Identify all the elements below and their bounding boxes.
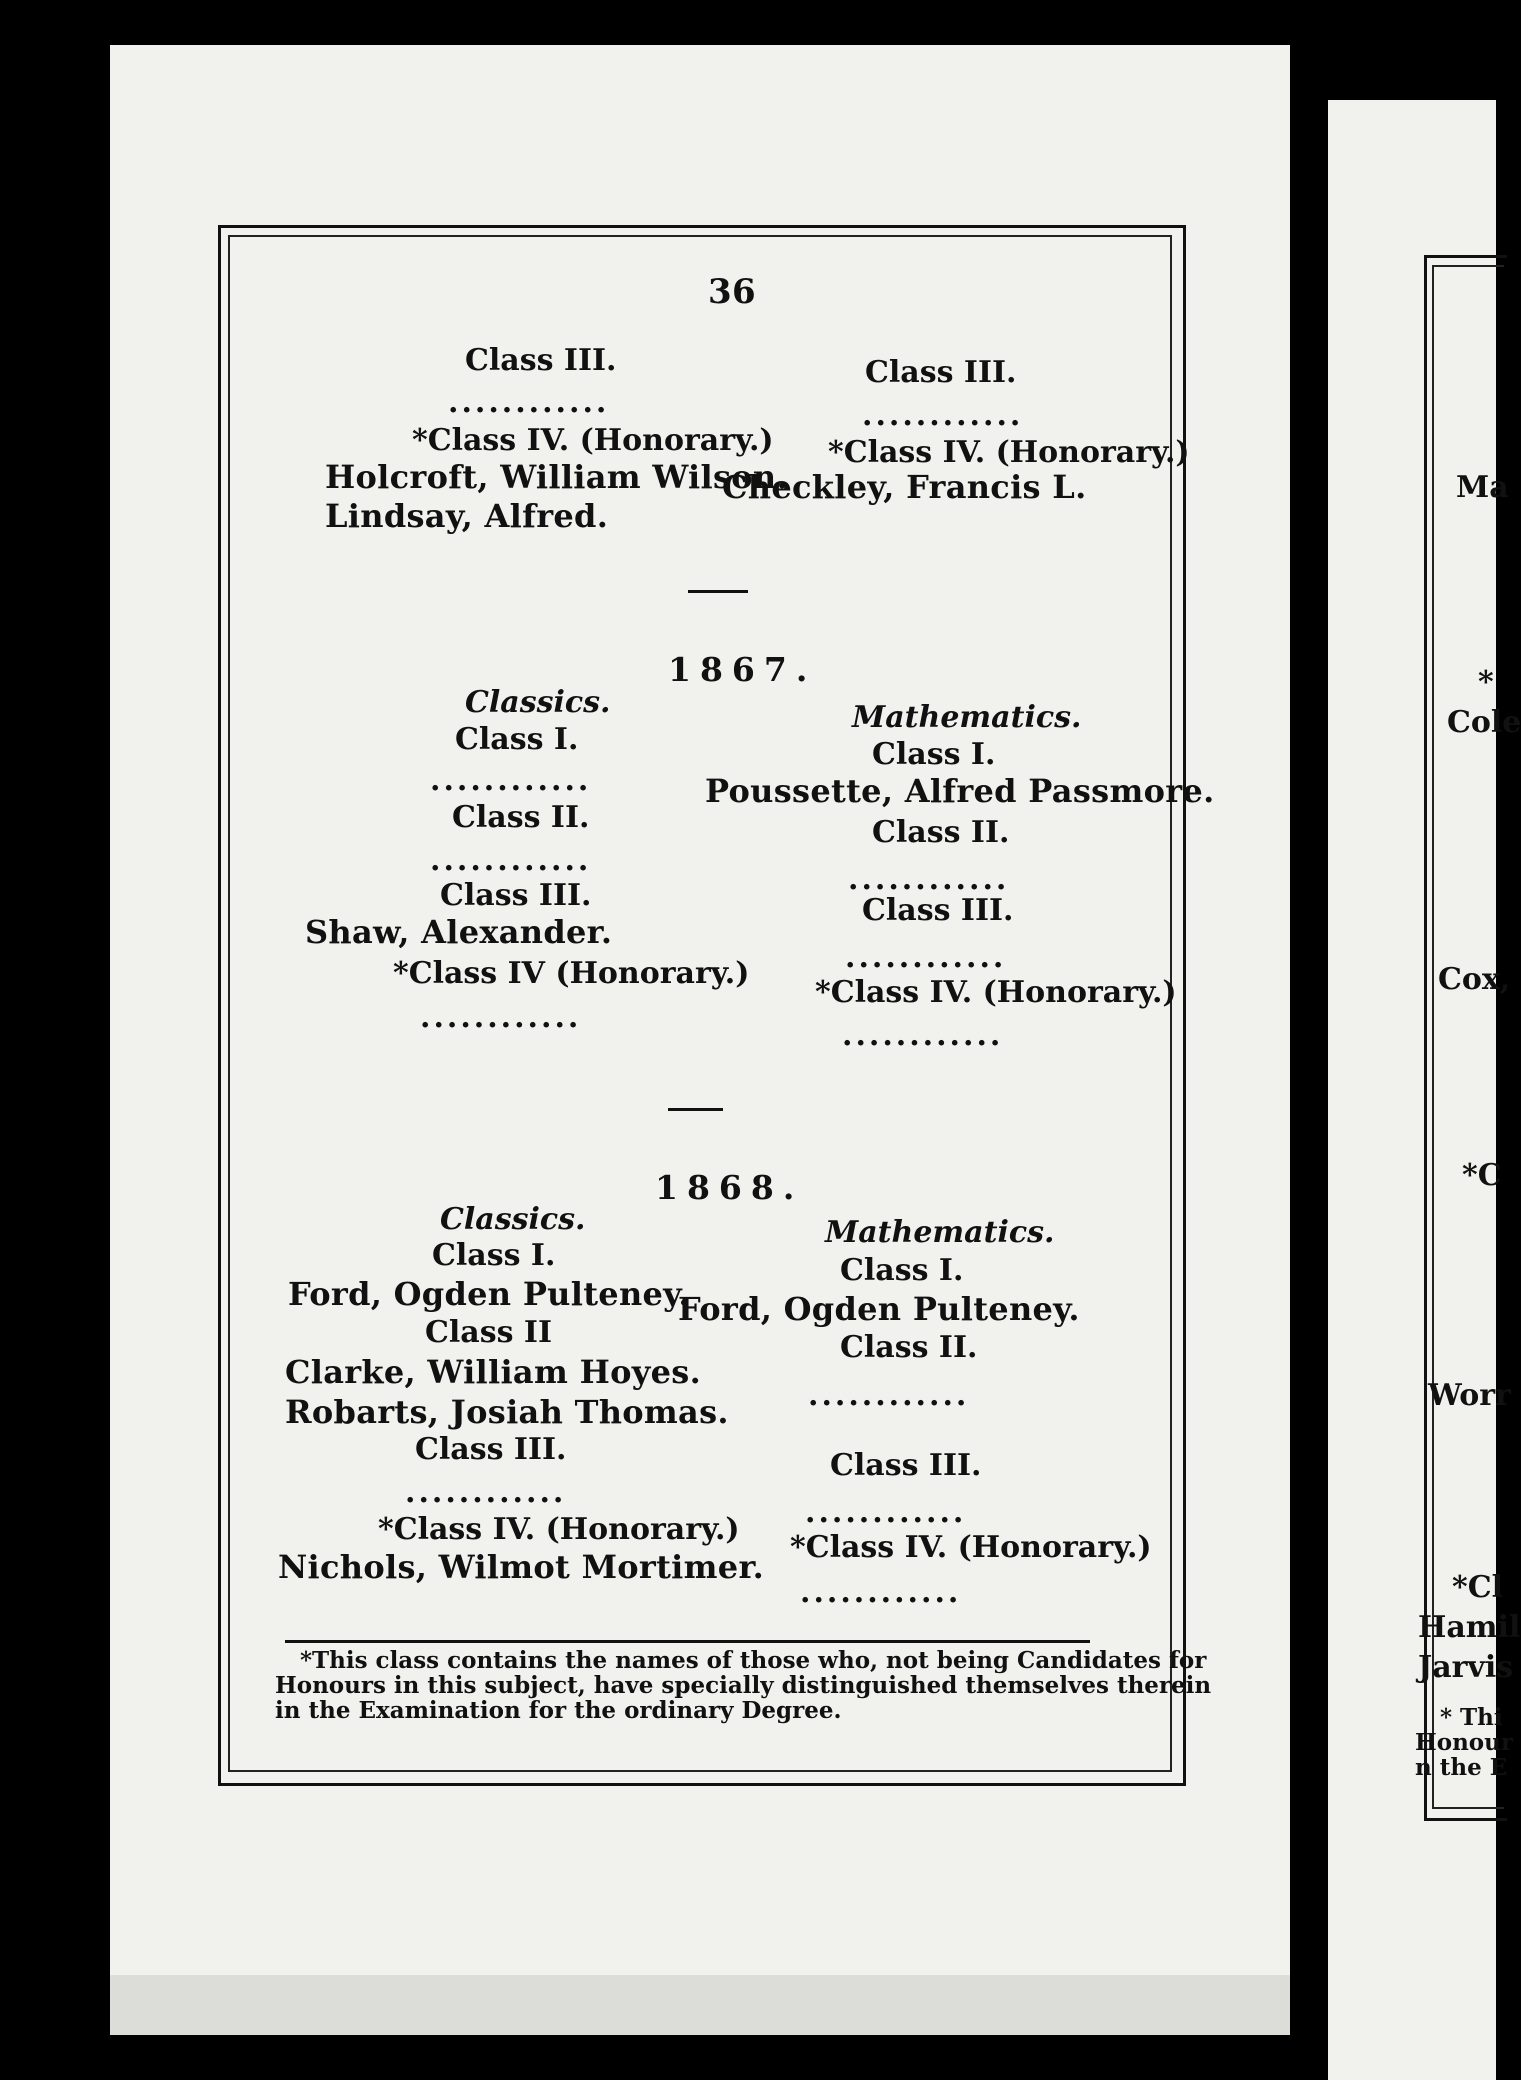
right-fragment: Cole (1447, 705, 1521, 740)
page-edge-strip (110, 1975, 1290, 2035)
1868-left-class-i: Class I. (432, 1238, 556, 1273)
1868-right-class-ii: Class II. (840, 1330, 978, 1365)
right-fragment: Cox, (1438, 962, 1511, 997)
top-left-name-1: Holcroft, William Wilson. (325, 458, 788, 496)
1867-right-class-ii: Class II. (872, 815, 1010, 850)
1868-right-class-iii: Class III. (830, 1448, 982, 1483)
1868-left-name-1: Ford, Ogden Pulteney. (288, 1275, 690, 1313)
year-1868: 1868. (655, 1168, 804, 1207)
1867-right-subject: Mathematics. (852, 700, 1082, 735)
1868-right-name-1: Ford, Ogden Pulteney. (678, 1290, 1080, 1328)
1868-left-class-iv: *Class IV. (Honorary.) (378, 1512, 740, 1547)
section-divider-1 (688, 590, 748, 593)
1867-left-dots-1: ............ (430, 763, 592, 798)
1867-left-dots-2: ............ (430, 843, 592, 878)
top-right-dots: ............ (862, 398, 1024, 433)
top-left-class-iii: Class III. (465, 343, 617, 378)
1867-right-name-1: Poussette, Alfred Passmore. (705, 772, 1215, 810)
top-right-class-iv: *Class IV. (Honorary.) (828, 435, 1190, 470)
1867-right-dots-3: ............ (845, 940, 1007, 975)
1867-right-dots-4: ............ (842, 1018, 1004, 1053)
1868-left-name-2: Clarke, William Hoyes. (285, 1353, 702, 1391)
1867-left-class-iv: *Class IV (Honorary.) (393, 956, 750, 991)
1867-left-class-ii: Class II. (452, 800, 590, 835)
1868-right-class-i: Class I. (840, 1253, 964, 1288)
top-left-dots: ............ (448, 385, 610, 420)
footnote-rule (285, 1640, 1090, 1643)
top-right-class-iii: Class III. (865, 355, 1017, 390)
year-1867: 1867. (668, 650, 817, 689)
section-divider-2 (668, 1108, 723, 1111)
right-fragment: *C (1462, 1158, 1502, 1193)
top-left-name-2: Lindsay, Alfred. (325, 497, 609, 535)
right-fragment: Hamil (1418, 1610, 1521, 1645)
right-fragment: Ma (1456, 470, 1509, 505)
1867-left-class-i: Class I. (455, 722, 579, 757)
footnote-line-1: *This class contains the names of those who, not being Candidates for (300, 1647, 1207, 1674)
1867-left-name-1: Shaw, Alexander. (305, 913, 613, 951)
footnote-line-2: Honours in this subject, have specially distinguished themselves therein (275, 1672, 1212, 1699)
1868-left-class-iii: Class III. (415, 1432, 567, 1467)
1867-left-dots-4: ............ (420, 1000, 582, 1035)
top-left-class-iv: *Class IV. (Honorary.) (412, 423, 774, 458)
footnote-line-3: in the Examination for the ordinary Degree. (275, 1697, 842, 1724)
1868-right-class-iv: *Class IV. (Honorary.) (790, 1530, 1152, 1565)
1868-right-dots-4: ............ (800, 1575, 962, 1610)
1868-right-dots-2: ............ (808, 1378, 970, 1413)
1867-right-class-iv: *Class IV. (Honorary.) (815, 975, 1177, 1010)
right-fragment: Honour (1415, 1729, 1513, 1756)
1868-left-name-4: Nichols, Wilmot Mortimer. (278, 1548, 765, 1586)
right-fragment: n the E (1415, 1754, 1508, 1781)
top-right-name-1: Checkley, Francis L. (722, 468, 1087, 506)
page-number: 36 (708, 272, 756, 312)
right-fragment: * Thi (1440, 1704, 1503, 1731)
right-fragment: Worr (1428, 1378, 1511, 1413)
1867-right-class-iii: Class III. (862, 893, 1014, 928)
1867-left-class-iii: Class III. (440, 878, 592, 913)
1868-left-class-ii: Class II (425, 1315, 553, 1350)
1868-right-subject: Mathematics. (825, 1215, 1055, 1250)
1868-left-name-3: Robarts, Josiah Thomas. (285, 1393, 729, 1431)
right-fragment: * (1478, 665, 1494, 700)
1867-right-class-i: Class I. (872, 737, 996, 772)
right-fragment: *Cl (1452, 1570, 1503, 1605)
1867-right-dots-2: ............ (848, 862, 1010, 897)
1868-right-dots-3: ............ (805, 1495, 967, 1530)
1867-left-subject: Classics. (465, 685, 611, 720)
1868-left-dots-3: ............ (405, 1475, 567, 1510)
right-fragment: Jarvis (1418, 1650, 1514, 1685)
1868-left-subject: Classics. (440, 1202, 586, 1237)
